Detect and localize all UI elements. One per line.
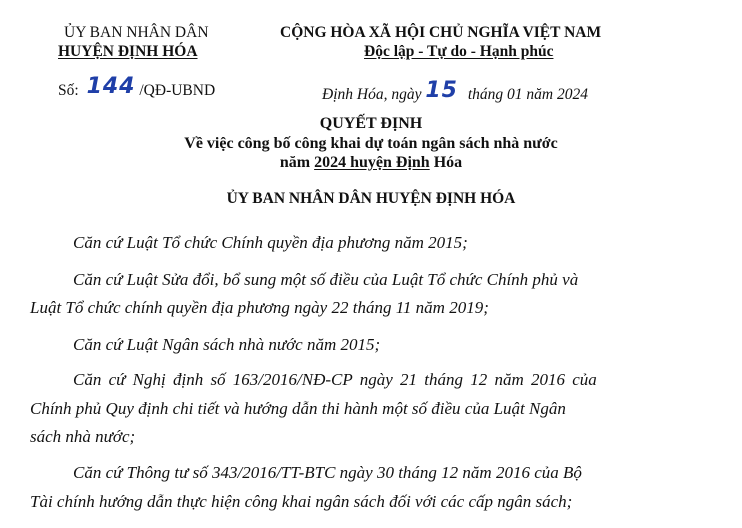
issuing-authority: ỦY BAN NHÂN DÂN HUYỆN ĐỊNH HÓA: [226, 190, 516, 207]
subject-year-suffix: Hóa: [429, 154, 463, 171]
agency-district: [58, 43, 198, 61]
body-line: Luật Tổ chức chính quyền địa phương ngày 22 tháng 11 năm 2019;: [30, 298, 489, 317]
body-line: Căn cứ Thông tư số 343/2016/TT-BTC ngày 30 tháng 12 năm 2016 của Bộ: [73, 463, 582, 482]
national-motto: [364, 43, 553, 61]
national-motto-text: Độc lập - Tự do - Hạnh phúc: [364, 43, 554, 60]
subject-year-prefix: năm: [279, 154, 315, 171]
body-line: sách nhà nước;: [30, 427, 136, 446]
decision-heading: QUYẾT ĐỊNH: [319, 115, 423, 132]
body-line: Căn cứ Nghị định số 163/2016/NĐ-CP ngày 21 tháng 12 năm 2016 của: [73, 370, 597, 389]
agency-name: ỦY BAN NHÂN DÂN: [64, 24, 209, 41]
so-suffix: /QĐ-UBND: [139, 82, 216, 99]
handwritten-day: 15: [425, 78, 458, 103]
body-line: Căn cứ Luật Sửa đổi, bổ sung một số điều của Luật Tổ chức Chính phủ và: [73, 270, 579, 289]
place-date-prefix: Định Hóa, ngày: [322, 86, 422, 103]
decision-subject-line1: Về việc công bố công khai dự toán ngân sách nhà nước: [184, 135, 558, 152]
body-line: Căn cứ Luật Tổ chức Chính quyền địa phương năm 2015;: [73, 233, 468, 252]
body-line: Tài chính hướng dẫn thực hiện công khai ngân sách đối với các cấp ngân sách;: [30, 492, 573, 511]
decision-subject-line2: [0, 154, 742, 172]
so-label: Số:: [58, 82, 79, 99]
subject-year-underlined: 2024 huyện Định: [314, 154, 430, 171]
handwritten-number: 144: [86, 74, 136, 99]
national-title: CỘNG HÒA XÃ HỘI CHỦ NGHĨA VIỆT NAM: [280, 24, 602, 41]
body-line: Căn cứ Luật Ngân sách nhà nước năm 2015;: [73, 335, 381, 354]
agency-district-text: HUYỆN ĐỊNH HÓA: [58, 43, 198, 60]
place-date-suffix: tháng 01 năm 2024: [467, 86, 588, 103]
place-date: [322, 80, 588, 105]
document-number: [58, 76, 215, 101]
body-line: Chính phủ Quy định chi tiết và hướng dẫn thi hành một số điều của Luật Ngân: [30, 399, 566, 418]
